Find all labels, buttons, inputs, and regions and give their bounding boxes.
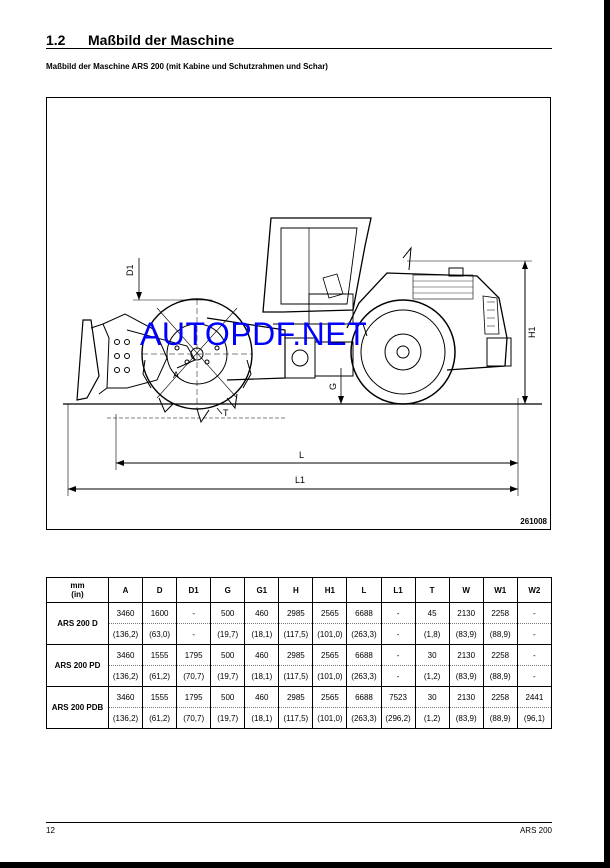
value-cell-mm: - — [381, 603, 415, 624]
value-cell-mm: 2985 — [279, 645, 313, 666]
label-H1: H1 — [527, 326, 537, 338]
value-cell-inch: (61,2) — [143, 708, 177, 729]
value-cell-inch: (19,7) — [211, 708, 245, 729]
value-cell-mm: 1600 — [143, 603, 177, 624]
value-cell-mm: 500 — [211, 645, 245, 666]
value-cell-inch: (101,0) — [313, 666, 347, 687]
value-cell-mm: 500 — [211, 603, 245, 624]
heading-rule — [46, 48, 552, 49]
value-cell-inch: (70,7) — [177, 666, 211, 687]
figure-subtitle: Maßbild der Maschine ARS 200 (mit Kabine und Schutzrahmen und Schar) — [46, 62, 328, 71]
value-cell-mm: 2258 — [483, 603, 517, 624]
value-cell-mm: 2985 — [279, 687, 313, 708]
value-cell-mm: 6688 — [347, 603, 381, 624]
value-cell-inch: (117,5) — [279, 708, 313, 729]
value-cell-inch: (263,3) — [347, 624, 381, 645]
footer-model: ARS 200 — [519, 826, 552, 835]
value-cell-inch: - — [381, 666, 415, 687]
value-cell-mm: - — [381, 645, 415, 666]
value-cell-mm: 2258 — [483, 645, 517, 666]
value-cell-inch: (136,2) — [109, 666, 143, 687]
model-cell: ARS 200 PD — [47, 645, 109, 687]
watermark: AUTOPDF.NET — [140, 316, 368, 352]
value-cell-mm: 45 — [415, 603, 449, 624]
value-cell-inch: - — [517, 624, 551, 645]
label-L: L — [299, 450, 305, 460]
value-cell-mm: 2441 — [517, 687, 551, 708]
column-header: L — [347, 578, 381, 603]
value-cell-inch: (18,1) — [245, 666, 279, 687]
value-cell-inch: (101,0) — [313, 624, 347, 645]
table-row-mm — [47, 645, 552, 666]
value-cell-inch: (101,0) — [313, 708, 347, 729]
dimension-drawing — [46, 97, 551, 530]
table-row-inch — [47, 708, 552, 729]
value-cell-inch: (88,9) — [483, 624, 517, 645]
value-cell-mm: 2130 — [449, 645, 483, 666]
value-cell-mm: 1795 — [177, 687, 211, 708]
value-cell-mm: 3460 — [109, 687, 143, 708]
value-cell-mm: 460 — [245, 603, 279, 624]
value-cell-inch: - — [177, 624, 211, 645]
value-cell-inch: (63,0) — [143, 624, 177, 645]
dimension-table — [46, 577, 552, 729]
section-number: 1.2 — [46, 32, 66, 48]
value-cell-inch: (136,2) — [109, 624, 143, 645]
value-cell-mm: - — [517, 645, 551, 666]
column-header: T — [415, 578, 449, 603]
column-header: D1 — [177, 578, 211, 603]
model-cell: ARS 200 D — [47, 603, 109, 645]
value-cell-inch: (83,9) — [449, 624, 483, 645]
column-header: D — [143, 578, 177, 603]
value-cell-inch: (19,7) — [211, 666, 245, 687]
value-cell-inch: (1,2) — [415, 666, 449, 687]
value-cell-mm: 2565 — [313, 687, 347, 708]
value-cell-inch: (88,9) — [483, 666, 517, 687]
value-cell-inch: (1,2) — [415, 708, 449, 729]
rear-body — [347, 248, 511, 370]
label-A: A — [173, 370, 180, 380]
value-cell-inch: - — [381, 624, 415, 645]
value-cell-inch: (117,5) — [279, 624, 313, 645]
section-title: Maßbild der Maschine — [88, 32, 235, 48]
value-cell-mm: 1555 — [143, 687, 177, 708]
label-D1: D1 — [125, 264, 135, 276]
figure-id: 261008 — [520, 517, 547, 526]
value-cell-inch: (19,7) — [211, 624, 245, 645]
value-cell-mm: 30 — [415, 645, 449, 666]
value-cell-mm: 3460 — [109, 603, 143, 624]
table-header-row — [47, 578, 552, 603]
machine-drawing — [47, 98, 552, 531]
value-cell-mm: 460 — [245, 645, 279, 666]
page-number: 12 — [46, 826, 55, 835]
value-cell-inch: (1,8) — [415, 624, 449, 645]
value-cell-inch: (96,1) — [517, 708, 551, 729]
table-row-mm — [47, 603, 552, 624]
value-cell-mm: 2565 — [313, 603, 347, 624]
table-row-inch — [47, 666, 552, 687]
value-cell-inch: - — [517, 666, 551, 687]
value-cell-mm: - — [517, 603, 551, 624]
column-header: W2 — [517, 578, 551, 603]
column-header: A — [109, 578, 143, 603]
table-row-inch — [47, 624, 552, 645]
value-cell-mm: 30 — [415, 687, 449, 708]
label-L1: L1 — [295, 475, 306, 485]
value-cell-mm: 7523 — [381, 687, 415, 708]
value-cell-mm: 2985 — [279, 603, 313, 624]
value-cell-mm: 460 — [245, 687, 279, 708]
value-cell-mm: 6688 — [347, 687, 381, 708]
column-header: W1 — [483, 578, 517, 603]
value-cell-mm: 1795 — [177, 645, 211, 666]
value-cell-inch: (263,3) — [347, 666, 381, 687]
value-cell-mm: 2130 — [449, 687, 483, 708]
value-cell-inch: (296,2) — [381, 708, 415, 729]
column-header: L1 — [381, 578, 415, 603]
label-T: T — [223, 408, 229, 418]
value-cell-inch: (18,1) — [245, 624, 279, 645]
model-cell: ARS 200 PDB — [47, 687, 109, 729]
label-G: G — [328, 382, 338, 390]
value-cell-inch: (83,9) — [449, 708, 483, 729]
unit-header: mm (in) — [47, 578, 109, 603]
value-cell-mm: 3460 — [109, 645, 143, 666]
column-header: W — [449, 578, 483, 603]
column-header: H1 — [313, 578, 347, 603]
value-cell-mm: 1555 — [143, 645, 177, 666]
column-header: H — [279, 578, 313, 603]
value-cell-mm: 2130 — [449, 603, 483, 624]
value-cell-inch: (83,9) — [449, 666, 483, 687]
column-header: G — [211, 578, 245, 603]
value-cell-inch: (136,2) — [109, 708, 143, 729]
table-row-mm — [47, 687, 552, 708]
value-cell-mm: - — [177, 603, 211, 624]
page-edge-right — [604, 0, 610, 868]
value-cell-inch: (88,9) — [483, 708, 517, 729]
value-cell-mm: 2565 — [313, 645, 347, 666]
value-cell-inch: (263,3) — [347, 708, 381, 729]
footer-rule — [46, 822, 552, 823]
column-header: G1 — [245, 578, 279, 603]
value-cell-mm: 500 — [211, 687, 245, 708]
page-edge-bottom — [0, 862, 610, 868]
value-cell-inch: (61,2) — [143, 666, 177, 687]
value-cell-mm: 6688 — [347, 645, 381, 666]
value-cell-inch: (70,7) — [177, 708, 211, 729]
value-cell-inch: (18,1) — [245, 708, 279, 729]
section-heading — [46, 31, 552, 49]
value-cell-inch: (117,5) — [279, 666, 313, 687]
value-cell-mm: 2258 — [483, 687, 517, 708]
